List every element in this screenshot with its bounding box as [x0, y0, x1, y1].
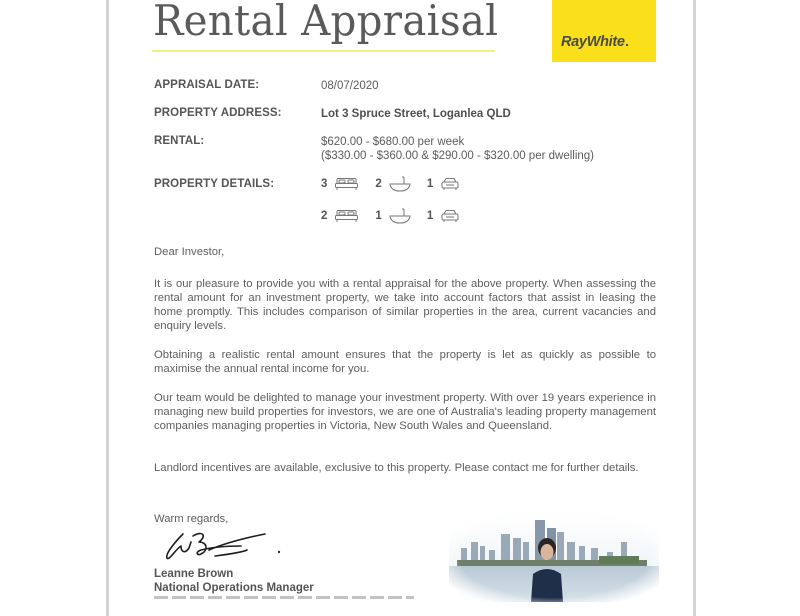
property-address-label: PROPERTY ADDRESS: — [154, 107, 282, 119]
car-space-count: 1 — [426, 178, 434, 190]
letter-salutation: Dear Investor, — [154, 246, 225, 258]
property-details-label: PROPERTY DETAILS: — [154, 178, 275, 190]
appraisal-date-label: APPRAISAL DATE: — [154, 79, 260, 91]
appraisal-document-page — [106, 0, 696, 616]
signatory-name: Leanne Brown — [154, 568, 234, 580]
bathrooms — [375, 176, 410, 192]
signatory-title: National Operations Manager — [154, 582, 314, 594]
bathtub-icon — [389, 176, 411, 192]
bedroom-count: 2 — [321, 210, 328, 222]
letter-paragraph-3: Our team would be delighted to manage your investment property. With over 19 years experience in managing new build properties for investors, we are one of Australia's leading property management companies managing properties in Victoria, New South Wales and Queensland. — [154, 392, 656, 432]
bathrooms — [375, 208, 410, 224]
bathroom-count: 1 — [375, 210, 382, 222]
property-address-value: Lot 3 Spruce Street, Loganlea QLD — [321, 108, 511, 120]
dwelling-1-details — [321, 176, 476, 192]
car-spaces — [427, 209, 460, 223]
bed-icon — [334, 209, 359, 223]
car-space-count: 1 — [426, 210, 434, 222]
logo-text: RayWhite — [561, 34, 628, 50]
car-icon — [440, 177, 460, 191]
rental-weekly-value: $620.00 - $680.00 per week — [321, 136, 465, 148]
car-icon — [440, 209, 460, 223]
rental-per-dwelling-value: ($330.00 - $360.00 & $290.00 - $320.00 per dwelling) — [321, 150, 595, 162]
document-title: Rental Appraisal — [153, 0, 499, 45]
letter-paragraph-2: Obtaining a realistic rental amount ensures that the property is let as quickly as possible to maximise the annual rental income for you. — [154, 349, 656, 375]
raywhite-logo — [552, 0, 656, 62]
agent-skyline-photo — [449, 512, 659, 602]
bedrooms — [321, 177, 359, 191]
bathtub-icon — [389, 208, 411, 224]
letter-paragraph-4: Landlord incentives are available, exclusive to this property. Please contact me for further details. — [154, 462, 639, 474]
car-spaces — [427, 177, 460, 191]
bed-icon — [334, 177, 359, 191]
dwelling-2-details — [321, 208, 476, 224]
handwritten-signature — [161, 528, 291, 569]
appraisal-date-value: 08/07/2020 — [321, 80, 379, 92]
bathroom-count: 2 — [375, 178, 382, 190]
letter-paragraph-1: It is our pleasure to provide you with a rental appraisal for the above property. When assessing the rental amount for an investment property, we take into account factors that assist in leasing the home promptly. This includes comparison of similar properties in the area, current vacancies and enquiry levels. — [154, 278, 656, 332]
title-underline — [152, 50, 495, 52]
rental-label: RENTAL: — [154, 135, 205, 147]
cut-off-text-line — [154, 596, 414, 599]
letter-closing: Warm regards, — [154, 513, 229, 525]
bedroom-count: 3 — [321, 178, 328, 190]
bedrooms — [321, 209, 359, 223]
